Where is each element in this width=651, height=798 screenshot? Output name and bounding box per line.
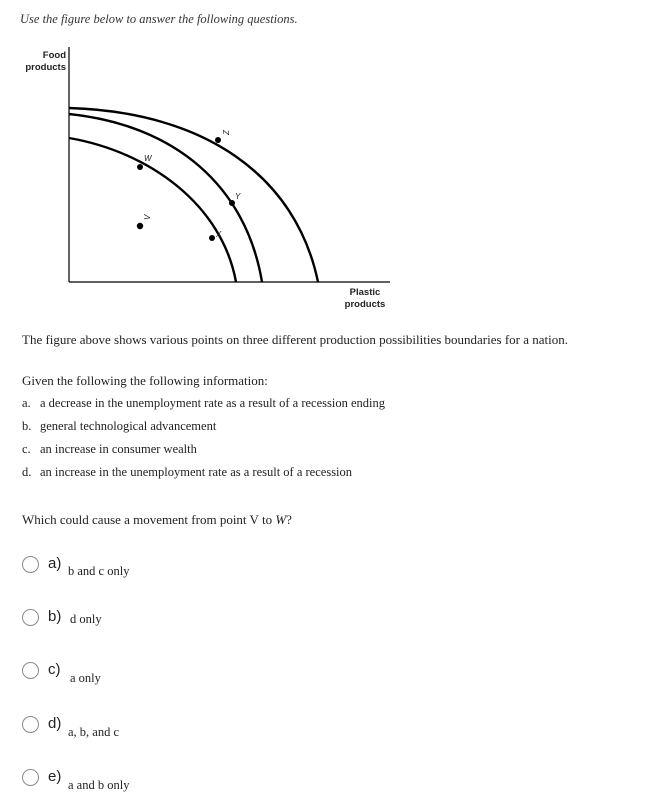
info-letter: a. <box>22 396 31 410</box>
info-letter: c. <box>22 442 31 456</box>
choice-text: b and c only <box>68 564 130 578</box>
choice-text: a and b only <box>68 778 130 792</box>
point-label-w: W <box>144 154 152 163</box>
point-label-y: Y <box>235 192 241 201</box>
info-letter: b. <box>22 419 32 433</box>
point-label-v: V <box>143 214 152 220</box>
choice-text: a only <box>70 671 101 685</box>
question-suffix: ? <box>286 512 292 527</box>
ppf-curve-outer <box>69 108 318 282</box>
choice-letter: b) <box>48 608 62 625</box>
radio-button[interactable] <box>22 609 39 626</box>
ppf-curve-inner <box>69 138 236 282</box>
question-point: W <box>275 512 287 527</box>
choice-letter: c) <box>48 661 61 678</box>
y-axis-label: products <box>25 62 66 73</box>
radio-button[interactable] <box>22 716 39 733</box>
y-axis-label: Food <box>42 50 66 61</box>
info-item-d <box>22 465 352 480</box>
choice-text: a, b, and c <box>68 725 120 739</box>
choice-text: d only <box>70 612 102 626</box>
choice-letter: e) <box>48 768 62 785</box>
point-z <box>215 137 221 143</box>
instructions-text: Use the figure below to answer the following questions. <box>20 12 298 26</box>
point-label-z: Z <box>222 130 231 135</box>
x-axis-label: Plastic <box>349 287 381 298</box>
point-x <box>209 235 215 241</box>
info-text: an increase in consumer wealth <box>40 442 197 456</box>
radio-button[interactable] <box>22 662 39 679</box>
radio-button[interactable] <box>22 556 39 573</box>
radio-button[interactable] <box>22 769 39 786</box>
choice-letter: d) <box>48 715 62 732</box>
info-letter: d. <box>22 465 32 479</box>
x-axis-label: products <box>344 299 386 310</box>
info-text: a decrease in the unemployment rate as a result of a recession ending <box>40 396 386 410</box>
ppf-curve-middle <box>69 114 262 282</box>
given-heading: Given the following the following information: <box>22 373 268 388</box>
question-text <box>22 512 292 528</box>
choice-letter: a) <box>48 555 62 572</box>
production-possibilities-figure <box>0 0 651 320</box>
figure-caption: The figure above shows various points on three different production possibilities boundaries for a nation. <box>22 332 568 347</box>
info-text: general technological advancement <box>40 419 217 433</box>
point-v <box>137 223 143 229</box>
question-prefix: Which could cause a movement from point V to <box>22 512 276 527</box>
info-item-a <box>22 396 385 411</box>
point-label-x: X <box>216 230 222 239</box>
info-item-c <box>22 442 197 457</box>
info-item-b <box>22 419 216 434</box>
info-text: an increase in the unemployment rate as a result of a recession <box>40 465 353 479</box>
point-w <box>137 164 143 170</box>
